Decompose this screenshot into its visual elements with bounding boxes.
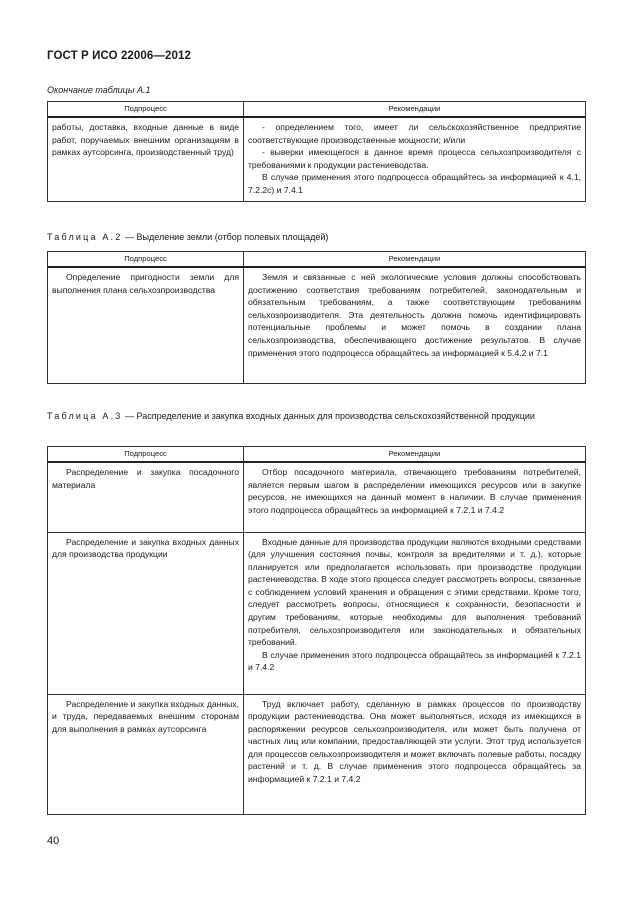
table-row (48, 462, 586, 532)
column-header-recommendations: Рекомендации (244, 252, 586, 268)
recommendation-cell: Труд включает работу, сделанную в рамках процессов по производству продукции растениеводства. Она может выполняться, исходя из имеющихся в распоряжении ресурсов сельхозпроизводителя, или может быть получена от частных лиц или компании, предоставляющей эти услуги. Этот труд используется для процессов сельхозпроизводителя и может включать полевые работы, посадку растений и т. д. В случае применения этого подпроцесса обращайтесь за информацией к 7.2.1 и 7.4.2 (244, 694, 586, 814)
table-a3-title: — Распределение и закупка входных данных для производства сельскохозяйственной продукции (125, 411, 535, 421)
column-header-subprocess: Подпроцесс (48, 447, 244, 463)
table-row (48, 694, 586, 814)
table-a2 (47, 251, 586, 384)
table-a2-caption (47, 231, 328, 243)
page-number: 40 (47, 835, 60, 847)
recommendation-cell: Входные данные для производства продукции являются входными средствами (для улучшения состояния почвы, контроля за вредителями и т. д.), которые планируется или предполагается использовать при производстве продукции растениеводства. В ходе этого процесса следует рассмотреть вопросы, связанные с соблюдением условий хранения и обращения с этими средствами. Кроме того, следует рассмотреть вопросы, относящиеся к сохранности, безопасности и другим требованиям, которые необходимы для выполнения требований потребителя, сельхозпроизводителя или законодательных и обязательных требований. В случае применения этого подпроцесса обращайтесь за информацией к 7.2.1 и 7.4.2 (244, 532, 586, 694)
subprocess-cell: Определение пригодности земли для выполнения плана сельхозпроизводства (48, 267, 244, 383)
recommendation-cell: Отбор посадочного материала, отвечающего требованиям потребителей, является первым шагом в распределении имеющихся ресурсов или в закупке ресурсов, не имеющихся на данный момент в наличии. В случае применения этого подпроцесса обращайтесь за информацией к 7.2.1 и 7.4.2 (244, 462, 586, 532)
table-a3 (47, 446, 586, 815)
table-a3-label: Таблица А.3 (47, 411, 123, 421)
subprocess-cell: работы, доставка, входные данные в виде работ, поручаемых внешним организациям в рамках аутсорсинга, производственный труд) (48, 117, 244, 201)
table-row (48, 532, 586, 694)
recommendation-cell: - определением того, имеет ли сельскохозяйственное предприятие соответствующие производственные мощности; и/или - выверки имеющегося в данное время процесса сельхозпроизводителя с требованиями к продукции растениеводства. В случае применения этого подпроцесса обращайтесь за информацией к 4.1, 7.2.2c) и 7.4.1 (244, 117, 586, 201)
table-a1-caption: Окончание таблицы А.1 (47, 85, 151, 95)
subprocess-cell: Распределение и закупка входных данных, и труда, передаваемых внешним сторонам для выполнения в рамках аутсорсинга (48, 694, 244, 814)
column-header-recommendations: Рекомендации (244, 102, 586, 118)
column-header-subprocess: Подпроцесс (48, 252, 244, 268)
subprocess-cell: Распределение и закупка входных данных для производства продукции (48, 532, 244, 694)
document-header: ГОСТ Р ИСО 22006—2012 (47, 50, 192, 62)
table-row (48, 117, 586, 201)
table-a2-title: — Выделение земли (отбор полевых площадей) (125, 232, 329, 242)
column-header-subprocess: Подпроцесс (48, 102, 244, 118)
subprocess-cell: Распределение и закупка посадочного материала (48, 462, 244, 532)
recommendation-cell: Земля и связанные с ней экологические условия должны способствовать достижению соответствия требованиям потребителей, законодательным и обязательным требованиям, а также соответствующим требованиям сельхозпроизводителя. Эта деятельность должна помочь идентифицировать потенциальные проблемы и может помочь в создании плана сельхозпроизводства, обеспечивающего достижение результатов. В случае применения этого подпроцесса обращайтесь за информацией к 5.4.2 и 7.1 (244, 267, 586, 383)
table-a3-caption (47, 410, 585, 422)
table-a1 (47, 101, 586, 202)
table-a2-label: Таблица А.2 (47, 232, 123, 242)
column-header-recommendations: Рекомендации (244, 447, 586, 463)
table-row (48, 267, 586, 383)
